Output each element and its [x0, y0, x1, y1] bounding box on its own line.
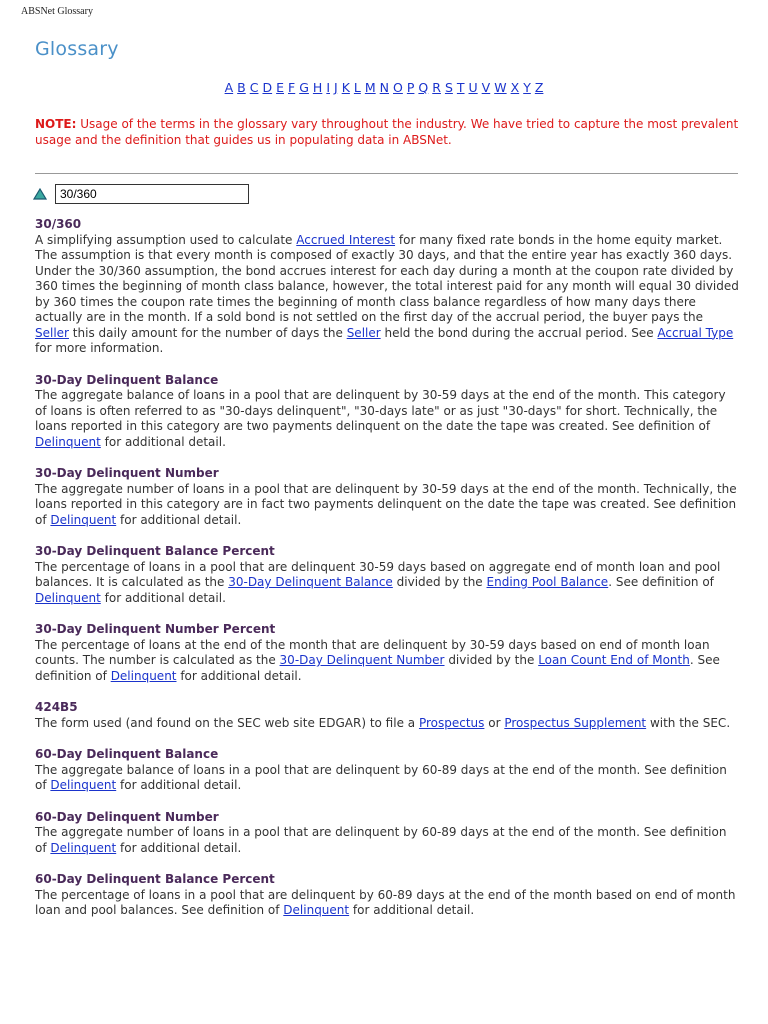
entry-term: 60-Day Delinquent Balance Percent: [35, 872, 275, 886]
term-link[interactable]: Ending Pool Balance: [486, 575, 609, 589]
letter-link-k[interactable]: K: [341, 80, 350, 95]
glossary-entry: [35, 217, 740, 357]
term-link[interactable]: Seller: [346, 325, 381, 340]
entry-definition: [35, 482, 740, 529]
term-link[interactable]: Prospectus: [418, 715, 485, 730]
term-link[interactable]: Delinquent: [50, 778, 117, 792]
glossary-entry: [35, 872, 740, 919]
glossary-entry: [35, 544, 740, 606]
entry-term: 30-Day Delinquent Number: [35, 466, 219, 480]
letter-link-e[interactable]: E: [276, 80, 285, 95]
definition-text: for additional detail.: [100, 590, 226, 605]
alphabet-nav: [0, 80, 768, 95]
entry-definition: [35, 888, 740, 919]
letter-link-a[interactable]: A: [224, 80, 234, 95]
definition-text: held the bond during the accrual period. See: [380, 325, 658, 340]
letter-link-i[interactable]: I: [326, 80, 330, 95]
definition-text: or: [484, 715, 505, 730]
term-select[interactable]: 30/360: [55, 184, 249, 204]
glossary-entry: [35, 747, 740, 794]
term-link[interactable]: 30-Day Delinquent Number: [279, 653, 445, 667]
definition-text: The percentage of loans at the end of the month that are delinquent by 30-59 days based on end of month loan counts. The number is calculated as the: [35, 637, 710, 667]
definition-text: The percentage of loans in a pool that are delinquent 30-59 days based on aggregate end of month loan and pool balances. It is calculated as the: [35, 559, 721, 589]
entry-term: 424B5: [35, 700, 78, 714]
letter-link-t[interactable]: T: [456, 80, 465, 95]
definition-text: The aggregate number of loans in a pool that are delinquent by 60-89 days at the end of the month. See definition of: [35, 825, 727, 855]
up-arrow-icon[interactable]: [33, 188, 47, 200]
entry-definition: [35, 825, 740, 856]
term-link[interactable]: Delinquent: [35, 434, 101, 449]
entry-term: 30-Day Delinquent Number Percent: [35, 622, 276, 636]
term-link[interactable]: Loan Count End of Month: [538, 653, 690, 667]
entry-definition: [35, 638, 740, 685]
glossary-entry: [35, 373, 740, 451]
entry-definition: [35, 763, 740, 794]
definition-text: divided by the: [444, 653, 539, 667]
letter-link-o[interactable]: O: [393, 80, 403, 95]
letter-link-d[interactable]: D: [262, 80, 273, 95]
entry-term: 30-Day Delinquent Balance Percent: [35, 544, 275, 558]
definition-text: for more information.: [35, 341, 164, 355]
term-link[interactable]: Delinquent: [50, 840, 117, 855]
note: [35, 117, 740, 148]
letter-link-u[interactable]: U: [468, 80, 478, 95]
definition-text: for additional detail.: [349, 903, 475, 917]
glossary-entries: [35, 217, 740, 935]
term-link[interactable]: Delinquent: [50, 512, 117, 527]
entry-definition: [35, 233, 740, 357]
letter-link-n[interactable]: N: [379, 80, 390, 95]
letter-link-h[interactable]: H: [312, 80, 323, 95]
letter-link-y[interactable]: Y: [523, 80, 531, 95]
glossary-entry: [35, 700, 740, 731]
term-link[interactable]: Delinquent: [35, 590, 101, 605]
term-link[interactable]: Prospectus Supplement: [504, 715, 647, 730]
definition-text: . See definition of: [35, 653, 720, 683]
term-link[interactable]: Seller: [35, 325, 69, 340]
entry-definition: [35, 560, 740, 607]
divider: [35, 173, 738, 174]
definition-text: with the SEC.: [646, 715, 731, 730]
glossary-entry: [35, 622, 740, 684]
definition-text: for additional detail.: [116, 512, 242, 527]
glossary-entry: [35, 810, 740, 857]
definition-text: The aggregate balance of loans in a pool that are delinquent by 30-59 days at the end of the month. This category of loans is often referred to as "30-days delinquent", "30-days late" or as just "30-days" for short. Technically, the loans reported in this category are two payments delinquent on the date the tape was created. See definition of: [35, 388, 726, 433]
entry-term: 30-Day Delinquent Balance: [35, 372, 219, 387]
definition-text: A simplifying assumption used to calculate: [35, 232, 297, 247]
definition-text: for additional detail.: [116, 840, 242, 855]
glossary-entry: [35, 466, 740, 528]
letter-link-f[interactable]: F: [288, 80, 296, 95]
term-select-row: [33, 183, 249, 205]
letter-link-r[interactable]: R: [432, 80, 441, 95]
definition-text: The form used (and found on the SEC web site EDGAR) to file a: [35, 715, 419, 730]
definition-text: for many fixed rate bonds in the home equity market. The assumption is that every month is composed of exactly 30 days, and that the entire year has exactly 360 days. Under the 30/360 assumption, the bond accrues interest for each day during a month at the coupon rate divided by 360 times the beginning of month class balance, however, the total interest paid for any month will equal 30 divided by 360 times the coupon rate times the beginning of month class balance regardless of how many days there actually are in the month. If a sold bond is not settled on the first day of the accrual period, the buyer pays the: [35, 232, 739, 324]
definition-text: divided by the: [392, 575, 487, 589]
letter-link-j[interactable]: J: [334, 80, 338, 95]
letter-link-b[interactable]: B: [237, 80, 246, 95]
definition-text: this daily amount for the number of days the: [68, 325, 347, 340]
definition-text: The percentage of loans in a pool that are delinquent by 60-89 days at the end of the month based on end of month loan and pool balances. See definition of: [35, 887, 736, 917]
letter-link-l[interactable]: L: [353, 80, 361, 95]
document-header: ABSNet Glossary: [21, 6, 93, 17]
definition-text: for additional detail.: [116, 778, 242, 792]
definition-text: . See definition of: [608, 575, 714, 589]
letter-link-p[interactable]: P: [406, 80, 415, 95]
entry-term: 60-Day Delinquent Balance: [35, 747, 219, 761]
definition-text: The aggregate balance of loans in a pool that are delinquent by 60-89 days at the end of the month. See definition of: [35, 762, 727, 792]
entry-definition: [35, 716, 740, 732]
letter-link-m[interactable]: M: [364, 80, 376, 95]
term-link[interactable]: Delinquent: [110, 668, 177, 683]
letter-link-g[interactable]: G: [299, 80, 309, 95]
letter-link-c[interactable]: C: [249, 80, 259, 95]
entry-definition: [35, 388, 740, 450]
definition-text: The aggregate number of loans in a pool that are delinquent by 30-59 days at the end of the month. Technically, the loans reported in this category are in fact two payments delinquent on the date the tape was created. See definition of: [35, 481, 737, 527]
definition-text: for additional detail.: [176, 668, 302, 683]
letter-link-s[interactable]: S: [444, 80, 453, 95]
note-text: Usage of the terms in the glossary vary throughout the industry. We have tried to capture the most prevalent usage and the definition that guides us in populating data in ABSNet.: [35, 117, 739, 147]
letter-link-w[interactable]: W: [494, 80, 507, 95]
entry-term: 60-Day Delinquent Number: [35, 809, 219, 824]
letter-link-v[interactable]: V: [481, 80, 491, 95]
letter-link-z[interactable]: Z: [534, 80, 544, 95]
term-link[interactable]: Accrued Interest: [296, 232, 396, 247]
page-title: Glossary: [35, 38, 119, 60]
term-link[interactable]: Accrual Type: [657, 325, 734, 340]
letter-link-x[interactable]: X: [510, 80, 520, 95]
letter-link-q[interactable]: Q: [418, 80, 429, 95]
term-link[interactable]: 30-Day Delinquent Balance: [228, 575, 393, 589]
term-link[interactable]: Delinquent: [283, 903, 350, 917]
entry-term: 30/360: [35, 217, 82, 231]
note-label: NOTE:: [35, 117, 77, 131]
definition-text: for additional detail.: [100, 434, 226, 449]
